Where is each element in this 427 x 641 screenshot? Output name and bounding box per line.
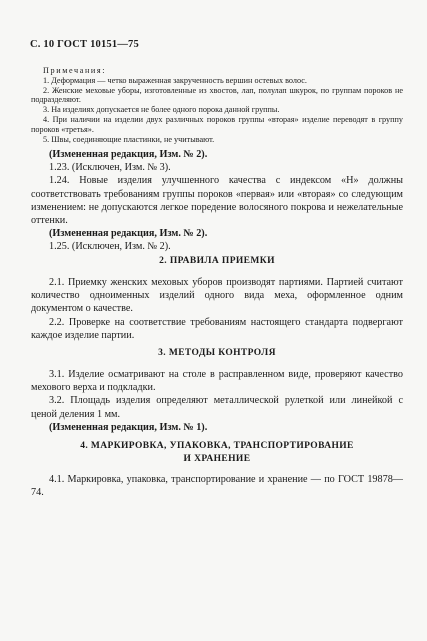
clause-2-2: 2.2. Проверке на соответствие требованиям настоящего стандарта подвергают каждое изделие партии. — [31, 316, 403, 341]
clause-3-2: 3.2. Площадь изделия определяют металлической рулеткой или линейкой с ценой деления 1 мм. — [31, 395, 403, 420]
note-item: 1. Деформация — четко выраженная закрученность вершин остевых волос. — [43, 75, 307, 85]
section-4-heading — [31, 440, 403, 466]
section-3-heading: 3. МЕТОДЫ КОНТРОЛЯ — [158, 348, 276, 358]
section-4-heading-line1: 4. МАРКИРОВКА, УПАКОВКА, ТРАНСПОРТИРОВАНИЕ — [80, 441, 354, 451]
notes-block — [31, 66, 403, 144]
clause-1-25: 1.25. (Исключен, Изм. № 2). — [49, 241, 171, 253]
page-header: С. 10 ГОСТ 10151—75 — [30, 39, 139, 50]
clause-1-24: 1.24. Новые изделия улучшенного качества с индексом «Н» должны соответствовать требованиям группы пороков «первая» или «вторая» со следующим изменением: не допускаются легкое поредение волосяного покрова и нежелательные оттенки. — [31, 175, 403, 227]
section-2-heading: 2. ПРАВИЛА ПРИЕМКИ — [159, 256, 275, 266]
revision-note: (Измененная редакция, Изм. № 2). — [49, 228, 208, 240]
section-4-body — [31, 473, 403, 499]
section-2-body — [31, 276, 403, 342]
clause-4-1: 4.1. Маркировка, упаковка, транспортирование и хранение — по ГОСТ 19878—74. — [31, 474, 403, 499]
note-item: 3. На изделиях допускается не более одного порока данной группы. — [43, 105, 280, 115]
revision-note: (Измененная редакция, Изм. № 1). — [49, 421, 208, 433]
note-item: 2. Женские меховые уборы, изготовленные из хвостов, лап, полулап шкурок, по группам пороков не подразделяют. — [31, 85, 403, 105]
revision-note: (Измененная редакция, Изм. № 2). — [49, 149, 208, 160]
clause-3-1: 3.1. Изделие осматривают на столе в расправленном виде, проверяют качество мехового верха и подкладки. — [31, 369, 403, 394]
section-3-body — [31, 368, 403, 434]
clause-2-1: 2.1. Приемку женских меховых уборов производят партиями. Партией считают количество одноименных изделий одного вида меха, оформленное одним документом о качестве. — [31, 277, 403, 315]
note-item: 4. При наличии на изделии двух различных пороков группы «вторая» изделие переводят в группу пороков «третья». — [31, 114, 403, 134]
note-item: 5. Швы, соединяющие пластинки, не учитывают. — [43, 134, 215, 144]
clause-1-23: 1.23. (Исключен, Изм. № 3). — [49, 162, 171, 174]
section-4-heading-line2: И ХРАНЕНИЕ — [183, 454, 251, 464]
section-1-continuation — [31, 148, 403, 254]
notes-title: Примечания: — [43, 66, 107, 75]
